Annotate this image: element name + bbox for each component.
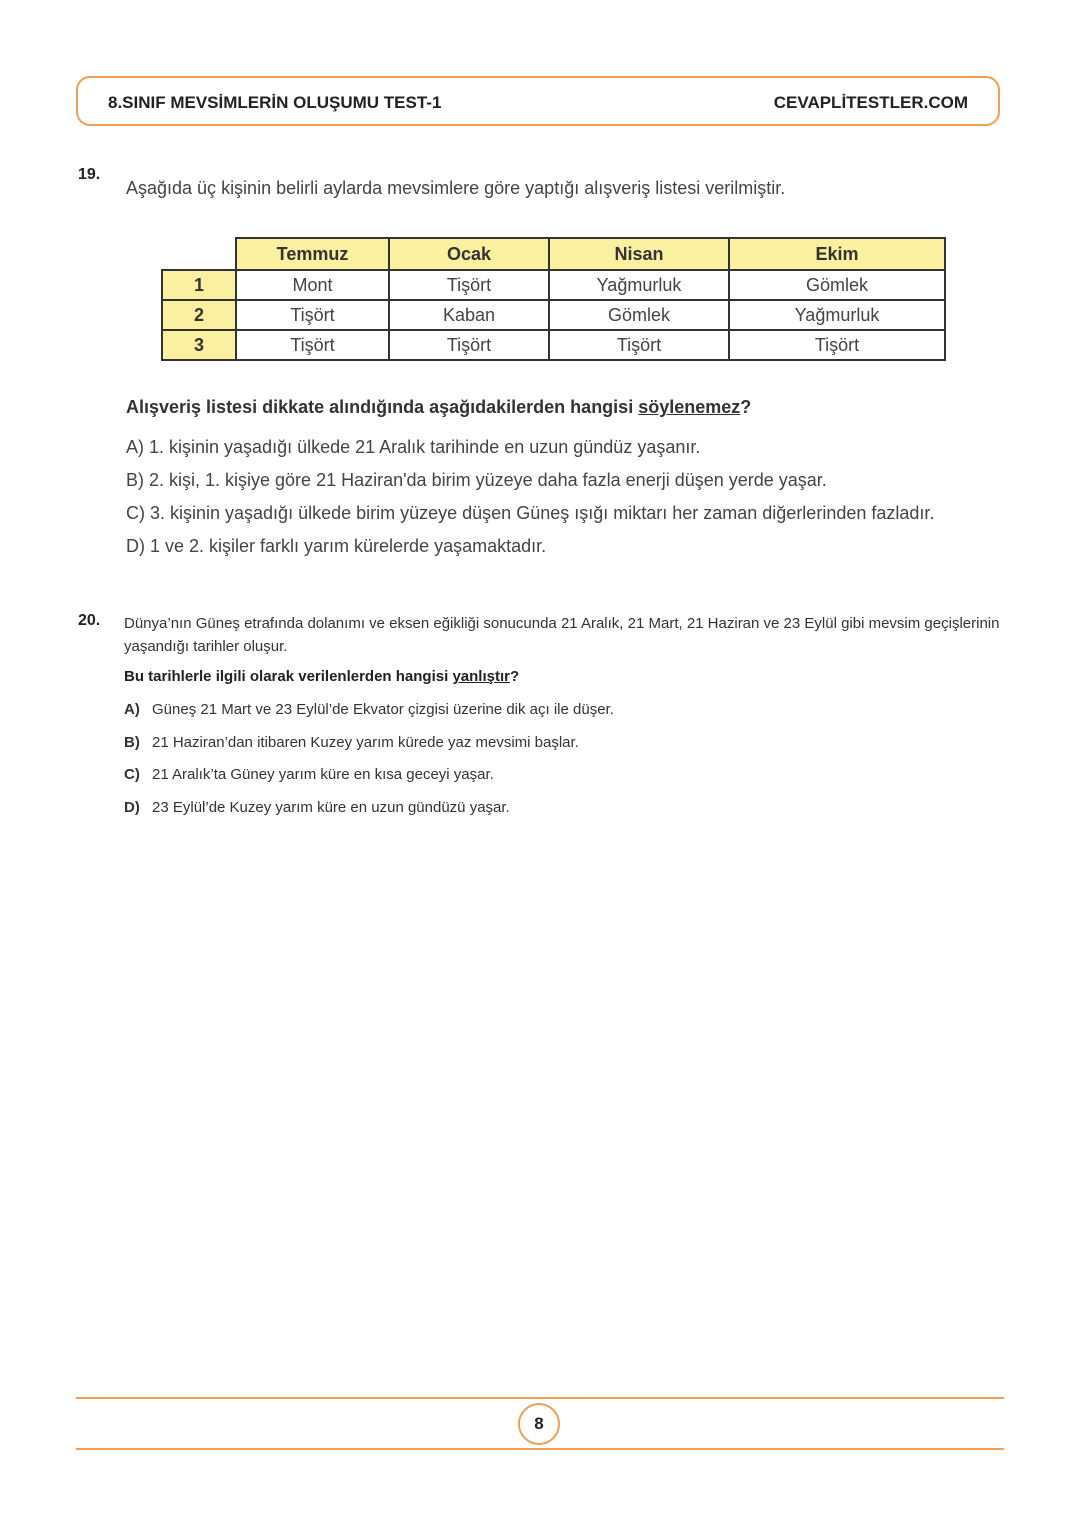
option-label: B): [124, 734, 140, 751]
row-header: 1: [162, 270, 236, 300]
table-cell: Gömlek: [729, 270, 945, 300]
table-row: [162, 270, 945, 300]
test-title: 8.SINIF MEVSİMLERİN OLUŞUMU TEST-1: [108, 93, 442, 112]
option-text: 21 Haziran’dan itibaren Kuzey yarım kürede yaz mevsimi başlar.: [152, 734, 579, 751]
option-b[interactable]: [124, 734, 579, 751]
question-19-prompt: [126, 397, 751, 418]
row-header: 3: [162, 330, 236, 360]
option-label: A): [124, 701, 140, 718]
prompt-mark: ?: [509, 668, 520, 685]
question-19-intro: Aşağıda üç kişinin belirli aylarda mevsimlere göre yaptığı alışveriş listesi verilmiştir.: [126, 178, 786, 198]
footer-bottom-line: [76, 1448, 1004, 1450]
option-a[interactable]: A) 1. kişinin yaşadığı ülkede 21 Aralık tarihinde en uzun gündüz yaşanır.: [126, 437, 701, 457]
option-a[interactable]: [124, 701, 614, 718]
prompt-emphasis: yanlıştır: [452, 668, 510, 685]
prompt-mark: ?: [740, 397, 752, 417]
row-header: 2: [162, 300, 236, 330]
table-cell: Yağmurluk: [549, 270, 729, 300]
option-text: 23 Eylül’de Kuzey yarım küre en uzun gündüzü yaşar.: [152, 799, 510, 816]
option-text: 21 Aralık’ta Güney yarım küre en kısa geceyi yaşar.: [152, 766, 494, 783]
table-cell: Tişört: [236, 330, 389, 360]
question-19-number: 19.: [78, 166, 101, 183]
table-cell: Tişört: [729, 330, 945, 360]
prompt-emphasis: söylenemez: [638, 397, 741, 417]
question-20-prompt: [124, 668, 519, 685]
table-cell: Tişört: [549, 330, 729, 360]
table-cell: Tişört: [389, 330, 549, 360]
table-cell: Tişört: [389, 270, 549, 300]
table-row: [162, 300, 945, 330]
table-cell: Yağmurluk: [729, 300, 945, 330]
option-text: Güneş 21 Mart ve 23 Eylül’de Ekvator çizgisi üzerine dik açı ile düşer.: [152, 701, 614, 718]
option-label: D): [124, 799, 140, 816]
column-header: Ekim: [729, 238, 945, 270]
table-corner: [162, 238, 236, 270]
table-cell: Gömlek: [549, 300, 729, 330]
page-number: 8: [518, 1403, 560, 1445]
option-d[interactable]: D) 1 ve 2. kişiler farklı yarım kürelerde yaşamaktadır.: [126, 536, 547, 556]
option-d[interactable]: [124, 799, 510, 816]
shopping-table: [161, 237, 946, 361]
prompt-text: Bu tarihlerle ilgili olarak verilenlerden hangisi: [124, 668, 453, 685]
column-header: Ocak: [389, 238, 549, 270]
table-row: [162, 330, 945, 360]
option-c[interactable]: [124, 766, 494, 783]
prompt-text: Alışveriş listesi dikkate alındığında aşağıdakilerden hangisi: [126, 397, 639, 417]
option-c[interactable]: C) 3. kişinin yaşadığı ülkede birim yüzeye düşen Güneş ışığı miktarı her zaman diğerlerinden fazladır.: [126, 503, 935, 523]
table-cell: Mont: [236, 270, 389, 300]
question-20-number: 20.: [78, 612, 101, 629]
column-header: Temmuz: [236, 238, 389, 270]
option-b[interactable]: B) 2. kişi, 1. kişiye göre 21 Haziran'da birim yüzeye daha fazla enerji düşen yerde yaşar.: [126, 470, 827, 490]
option-label: C): [124, 766, 140, 783]
column-header: Nisan: [549, 238, 729, 270]
question-20-text: Dünya’nın Güneş etrafında dolanımı ve eksen eğikliği sonucunda 21 Aralık, 21 Mart, 21 Haziran ve 23 Eylül gibi mevsim geçişlerinin yaşandığı tarihler oluşur.: [124, 615, 1000, 655]
page-header: [76, 76, 1000, 126]
table-cell: Tişört: [236, 300, 389, 330]
footer-top-line: [76, 1397, 1004, 1399]
table-cell: Kaban: [389, 300, 549, 330]
table-header-row: [162, 238, 945, 270]
site-name: CEVAPLİTESTLER.COM: [773, 93, 968, 112]
